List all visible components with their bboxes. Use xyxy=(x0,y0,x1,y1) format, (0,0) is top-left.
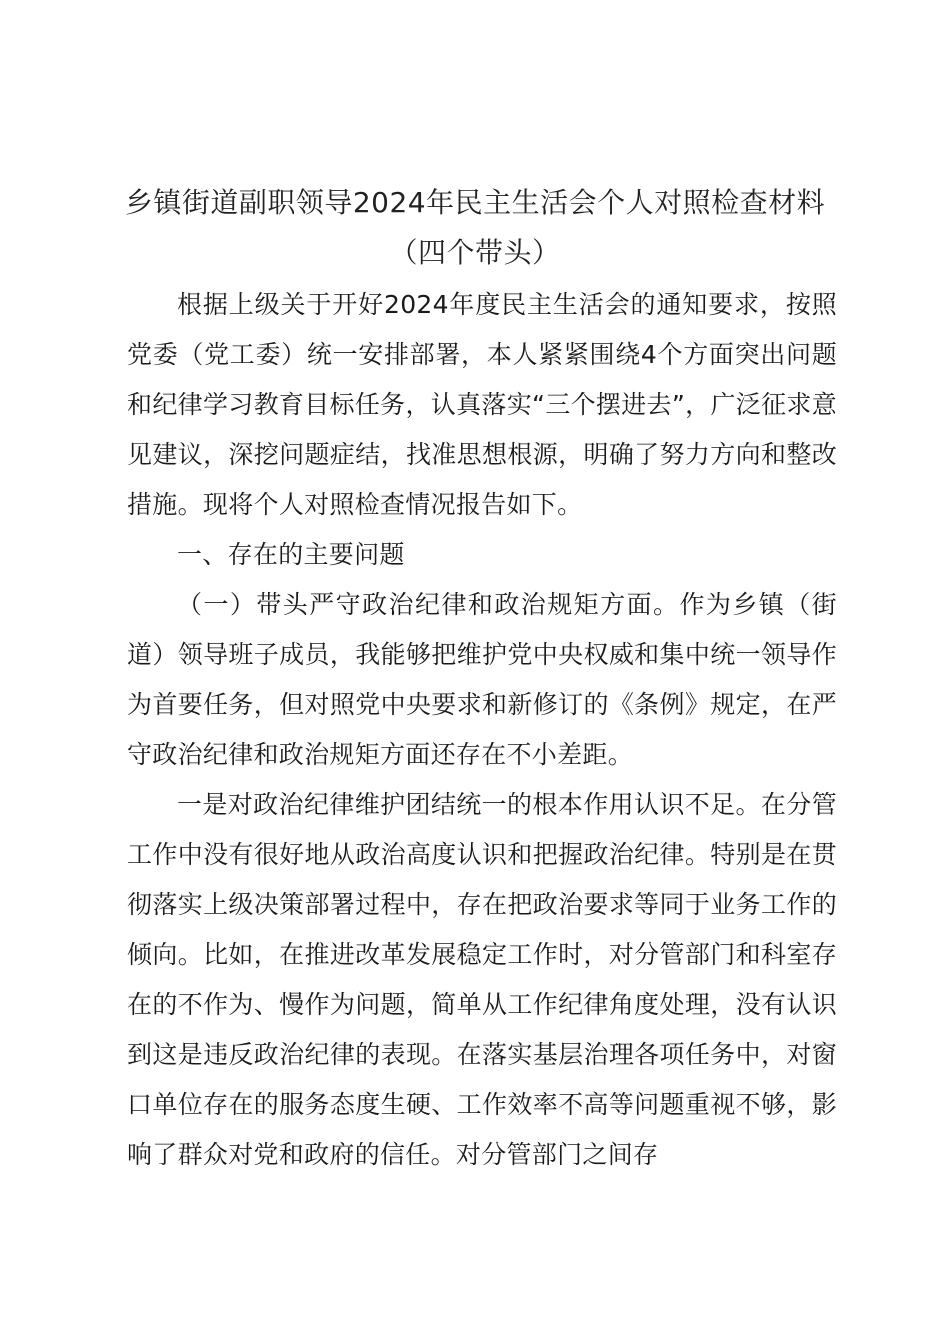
document-body xyxy=(127,280,837,1180)
section-heading-main-problems: 一、存在的主要问题 xyxy=(177,540,405,569)
paragraph-point-one: 一是对政治纪律维护团结统一的根本作用认识不足。在分管工作中没有很好地从政治高度认识和把握政治纪律。特别是在贯彻落实上级决策部署过程中，存在把政治要求等同于业务工作的倾向。比如，在推进改革发展稳定工作时，对分管部门和科室存在的不作为、慢作为问题，简单从工作纪律角度处理，没有认识到这是违反政治纪律的表现。在落实基层治理各项任务中，对窗口单位存在的服务态度生硬、工作效率不高等问题重视不够，影响了群众对党和政府的信任。对分管部门之间存 xyxy=(127,790,837,1169)
paragraph-political-discipline: （一）带头严守政治纪律和政治规矩方面。作为乡镇（街道）领导班子成员，我能够把维护党中央权威和集中统一领导作为首要任务，但对照党中央要求和新修订的《条例》规定，在严守政治纪律和政治规矩方面还存在不小差距。 xyxy=(127,590,837,769)
document-title: 乡镇街道副职领导2024年民主生活会个人对照检查材料（四个带头） xyxy=(124,186,826,269)
paragraph-intro: 根据上级关于开好2024年度民主生活会的通知要求，按照党委（党工委）统一安排部署，本人紧紧围绕4个方面突出问题和纪律学习教育目标任务，认真落实“三个摆进去”，广泛征求意见建议，深挖问题症结，找准思想根源，明确了努力方向和整改措施。现将个人对照检查情况报告如下。 xyxy=(127,290,837,519)
